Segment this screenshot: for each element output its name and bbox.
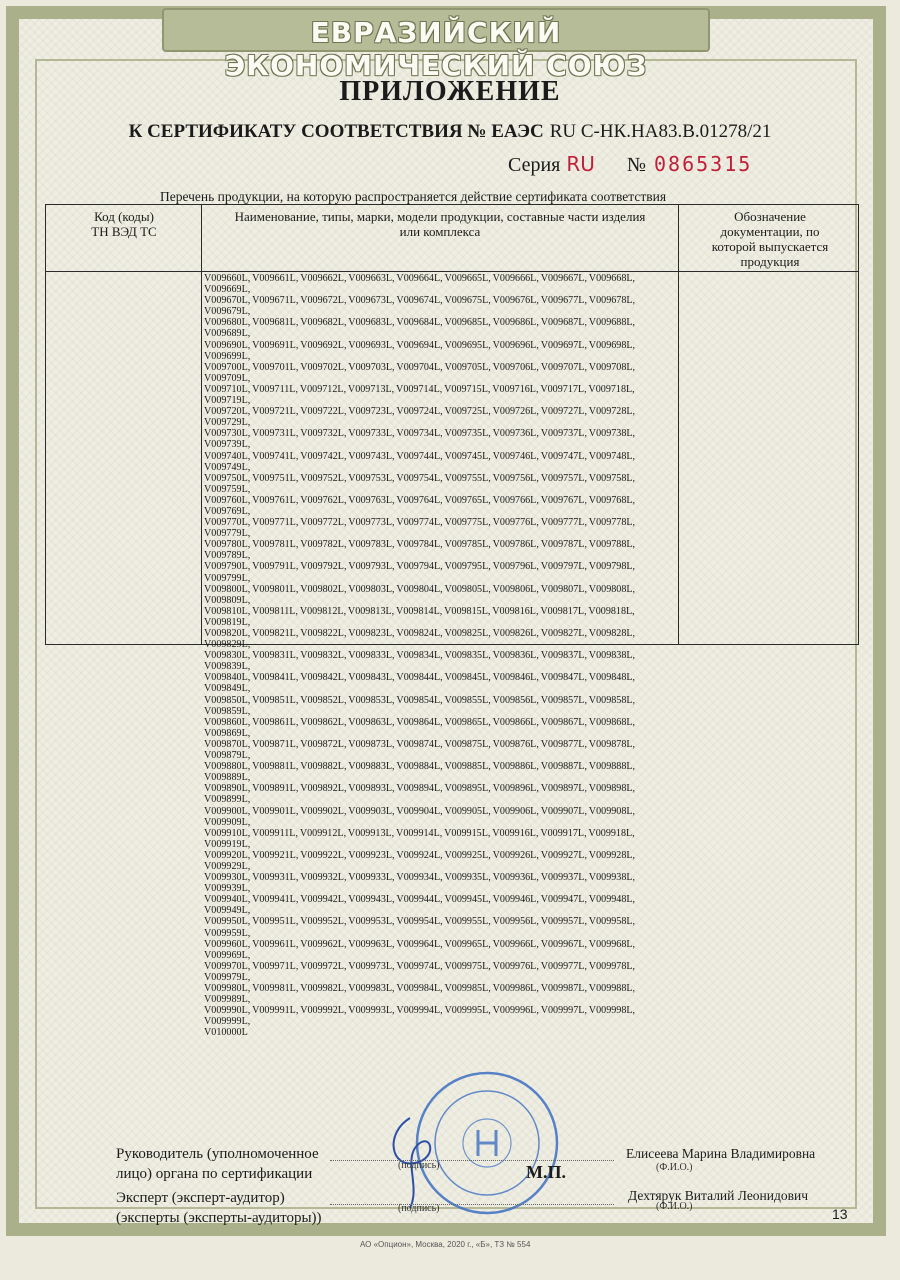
podpis-caption: (подпись) <box>398 1160 440 1171</box>
subtitle-prefix: К СЕРТИФИКАТУ СООТВЕТСТВИЯ № ЕАЭС <box>128 121 544 142</box>
header-banner <box>162 8 710 82</box>
podpis-caption: (подпись) <box>398 1203 440 1214</box>
printer-imprint: АО «Опцион», Москва, 2020 г., «Б», ТЗ № 554 <box>360 1240 531 1249</box>
head-label <box>116 1144 319 1184</box>
head-label-line2: лицо) органа по сертификации <box>116 1166 313 1182</box>
header-divider <box>46 271 858 272</box>
table-caption: Перечень продукции, на которую распространяется действие сертификата соответствия <box>160 189 667 204</box>
header-code: Код (коды) ТН ВЭД ТС <box>91 209 157 239</box>
document-title: ПРИЛОЖЕНИЕ <box>339 76 561 107</box>
expert-name: Дехтярук Виталий Леонидович <box>628 1188 809 1203</box>
head-label-line1: Руководитель (уполномоченное <box>116 1146 319 1162</box>
page-number: 13 <box>832 1206 848 1222</box>
blank-number: 0865315 <box>654 152 753 176</box>
series-line <box>508 152 752 177</box>
number-sign: № <box>626 154 647 176</box>
series-value: RU <box>566 152 595 176</box>
document-subtitle <box>0 121 900 143</box>
expert-label <box>116 1188 322 1228</box>
stamp-place: М.П. <box>526 1162 566 1182</box>
model-list: V009660L, V009661L, V009662L, V009663L, V009664L, V009665L, V009666L, V009667L, V009668L, V009669L, V009670L, V009671L, V009672L, V009673L, V009674L, V009675L, V009676L, V009677L, V009678L, V009679L, V009680L, V009681L, V009682L, V009683L, V009684L, V009685L, V009686L, V009687L, V009688L, V009689L, V009690L, V009691L, V009692L, V009693L, V009694L, V009695L, V009696L, V009697L, V009698L, V009699L, V009700L, V009701L, V009702L, V009703L, V009704L, V009705L, V009706L, V009707L, V009708L, V009709L, V009710L, V009711L, V009712L, V009713L, V009714L, V009715L, V009716L, V009717L, V009718L, V009719L, V009720L, V009721L, V009722L, V009723L, V009724L, V009725L, V009726L, V009727L, V009728L, V009729L, V009730L, V009731L, V009732L, V009733L, V009734L, V009735L, V009736L, V009737L, V009738L, V009739L, V009740L, V009741L, V009742L, V009743L, V009744L, V009745L, V009746L, V009747L, V009748L, V009749L, V009750L, V009751L, V009752L, V009753L, V009754L, V009755L, V009756L, V009757L, V009758L, V009759L, V009760L, V009761L, V009762L, V009763L, V009764L, V009765L, V009766L, V009767L, V009768L, V009769L, V009770L, V009771L, V009772L, V009773L, V009774L, V009775L, V009776L, V009777L, V009778L, V009779L, V009780L, V009781L, V009782L, V009783L, V009784L, V009785L, V009786L, V009787L, V009788L, V009789L, V009790L, V009791L, V009792L, V009793L, V009794L, V009795L, V009796L, V009797L, V009798L, V009799L, V009800L, V009801L, V009802L, V009803L, V009804L, V009805L, V009806L, V009807L, V009808L, V009809L, V009810L, V009811L, V009812L, V009813L, V009814L, V009815L, V009816L, V009817L, V009818L, V009819L, V009820L, V009821L, V009822L, V009823L, V009824L, V009825L, V009826L, V009827L, V009828L, V009829L, V009830L, V009831L, V009832L, V009833L, V009834L, V009835L, V009836L, V009837L, V009838L, V009839L, V009840L, V009841L, V009842L, V009843L, V009844L, V009845L, V009846L, V009847L, V009848L, V009849L, V009850L, V009851L, V009852L, V009853L, V009854L, V009855L, V009856L, V009857L, V009858L, V009859L, V009860L, V009861L, V009862L, V009863L, V009864L, V009865L, V009866L, V009867L, V009868L, V009869L, V009870L, V009871L, V009872L, V009873L, V009874L, V009875L, V009876L, V009877L, V009878L, V009879L, V009880L, V009881L, V009882L, V009883L, V009884L, V009885L, V009886L, V009887L, V009888L, V009889L, V009890L, V009891L, V009892L, V009893L, V009894L, V009895L, V009896L, V009897L, V009898L, V009899L, V009900L, V009901L, V009902L, V009903L, V009904L, V009905L, V009906L, V009907L, V009908L, V009909L, V009910L, V009911L, V009912L, V009913L, V009914L, V009915L, V009916L, V009917L, V009918L, V009919L, V009920L, V009921L, V009922L, V009923L, V009924L, V009925L, V009926L, V009927L, V009928L, V009929L, V009930L, V009931L, V009932L, V009933L, V009934L, V009935L, V009936L, V009937L, V009938L, V009939L, V009940L, V009941L, V009942L, V009943L, V009944L, V009945L, V009946L, V009947L, V009948L, V009949L, V009950L, V009951L, V009952L, V009953L, V009954L, V009955L, V009956L, V009957L, V009958L, V009959L, V009960L, V009961L, V009962L, V009963L, V009964L, V009965L, V009966L, V009967L, V009968L, V009969L, V009970L, V009971L, V009972L, V009973L, V009974L, V009975L, V009976L, V009977L, V009978L, V009979L, V009980L, V009981L, V009982L, V009983L, V009984L, V009985L, V009986L, V009987L, V009988L, V009989L, V009990L, V009991L, V009992L, V009993L, V009994L, V009995L, V009996L, V009997L, V009998L, V009999L, V010000L <box>204 273 636 1039</box>
expert-label-line2: (эксперты (эксперты-аудиторы)) <box>116 1210 322 1226</box>
header-name: Наименование, типы, марки, модели продукции, составные части изделия или комплекса <box>234 209 646 239</box>
fio-caption: (Ф.И.О.) <box>656 1162 693 1173</box>
head-name: Елисеева Марина Владимировна <box>626 1146 816 1161</box>
banner-title: ЕВРАЗИЙСКИЙ ЭКОНОМИЧЕСКИЙ СОЮЗ <box>224 16 648 82</box>
signature-line <box>330 1204 614 1205</box>
signature-line <box>330 1160 614 1161</box>
expert-label-line1: Эксперт (эксперт-аудитор) <box>116 1190 285 1206</box>
header-documentation: Обозначение документации, по которой выпускается продукция <box>711 209 829 269</box>
series-label: Серия <box>508 154 561 176</box>
products-table <box>45 204 859 1039</box>
fio-caption: (Ф.И.О.) <box>656 1201 693 1212</box>
certificate-number: RU С-НК.НА83.В.01278/21 <box>549 121 772 142</box>
